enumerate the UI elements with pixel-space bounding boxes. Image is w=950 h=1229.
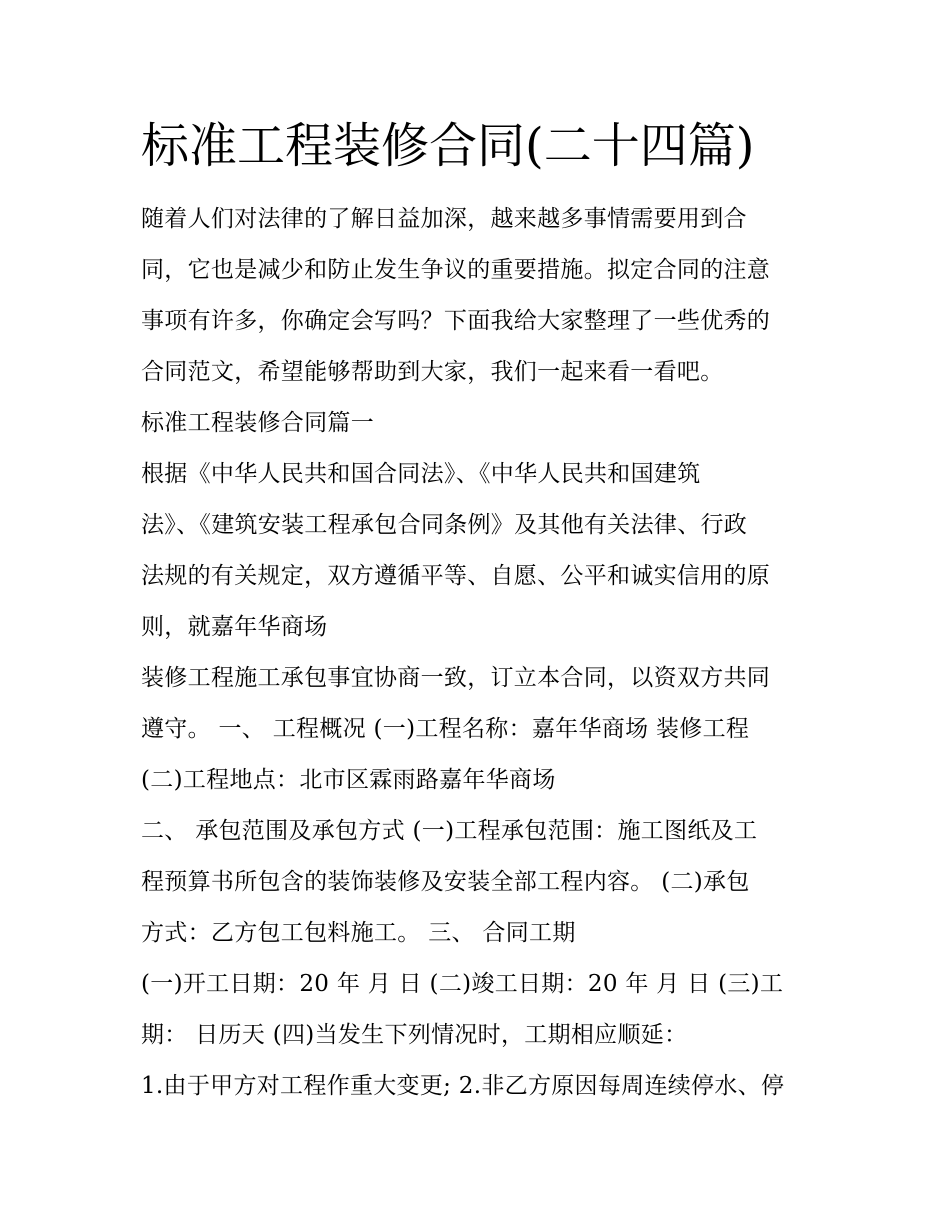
section-heading-1: 标准工程装修合同篇一 [141,410,374,436]
body-line-4: 则，就嘉年华商场 [141,614,328,640]
body-line-11: (一)开工日期：20 年 月 日 (二)竣工日期：20 年 月 日 (三)工 [141,971,784,997]
document-title: 标准工程装修合同(二十四篇) [141,118,755,174]
body-line-6: 遵守。 一、 工程概况 (一)工程名称：嘉年华商场 装修工程 [141,716,750,742]
intro-line-1: 随着人们对法律的了解日益加深，越来越多事情需要用到合 [141,206,747,232]
body-line-5: 装修工程施工承包事宜协商一致，订立本合同，以资双方共同 [141,665,771,691]
document-body [141,194,821,1112]
body-line-9: 程预算书所包含的装饰装修及安装全部工程内容。 (二)承包 [141,869,750,895]
intro-line-3: 事项有许多，你确定会写吗？下面我给大家整理了一些优秀的 [141,308,771,334]
body-line-13: 1.由于甲方对工程作重大变更; 2.非乙方原因每周连续停水、停 [141,1073,785,1099]
body-line-7: (二)工程地点：北市区霖雨路嘉年华商场 [141,767,556,793]
body-line-3: 法规的有关规定，双方遵循平等、自愿、公平和诚实信用的原 [141,563,771,589]
intro-line-4: 合同范文，希望能够帮助到大家，我们一起来看一看吧。 [141,359,724,385]
body-line-2: 法》、《建筑安装工程承包合同条例》及其他有关法律、行政 [141,512,748,538]
body-line-1: 根据《中华人民共和国合同法》、《中华人民共和国建筑 [141,461,701,487]
document-content [141,112,821,1112]
intro-line-2: 同，它也是减少和防止发生争议的重要措施。拟定合同的注意 [141,257,771,283]
body-line-8: 二、 承包范围及承包方式 (一)工程承包范围：施工图纸及工 [141,818,758,844]
body-line-12: 期： 日历天 (四)当发生下列情况时，工期相应顺延： [141,1022,688,1048]
body-line-10: 方式：乙方包工包料施工。 三、 合同工期 [141,920,576,946]
